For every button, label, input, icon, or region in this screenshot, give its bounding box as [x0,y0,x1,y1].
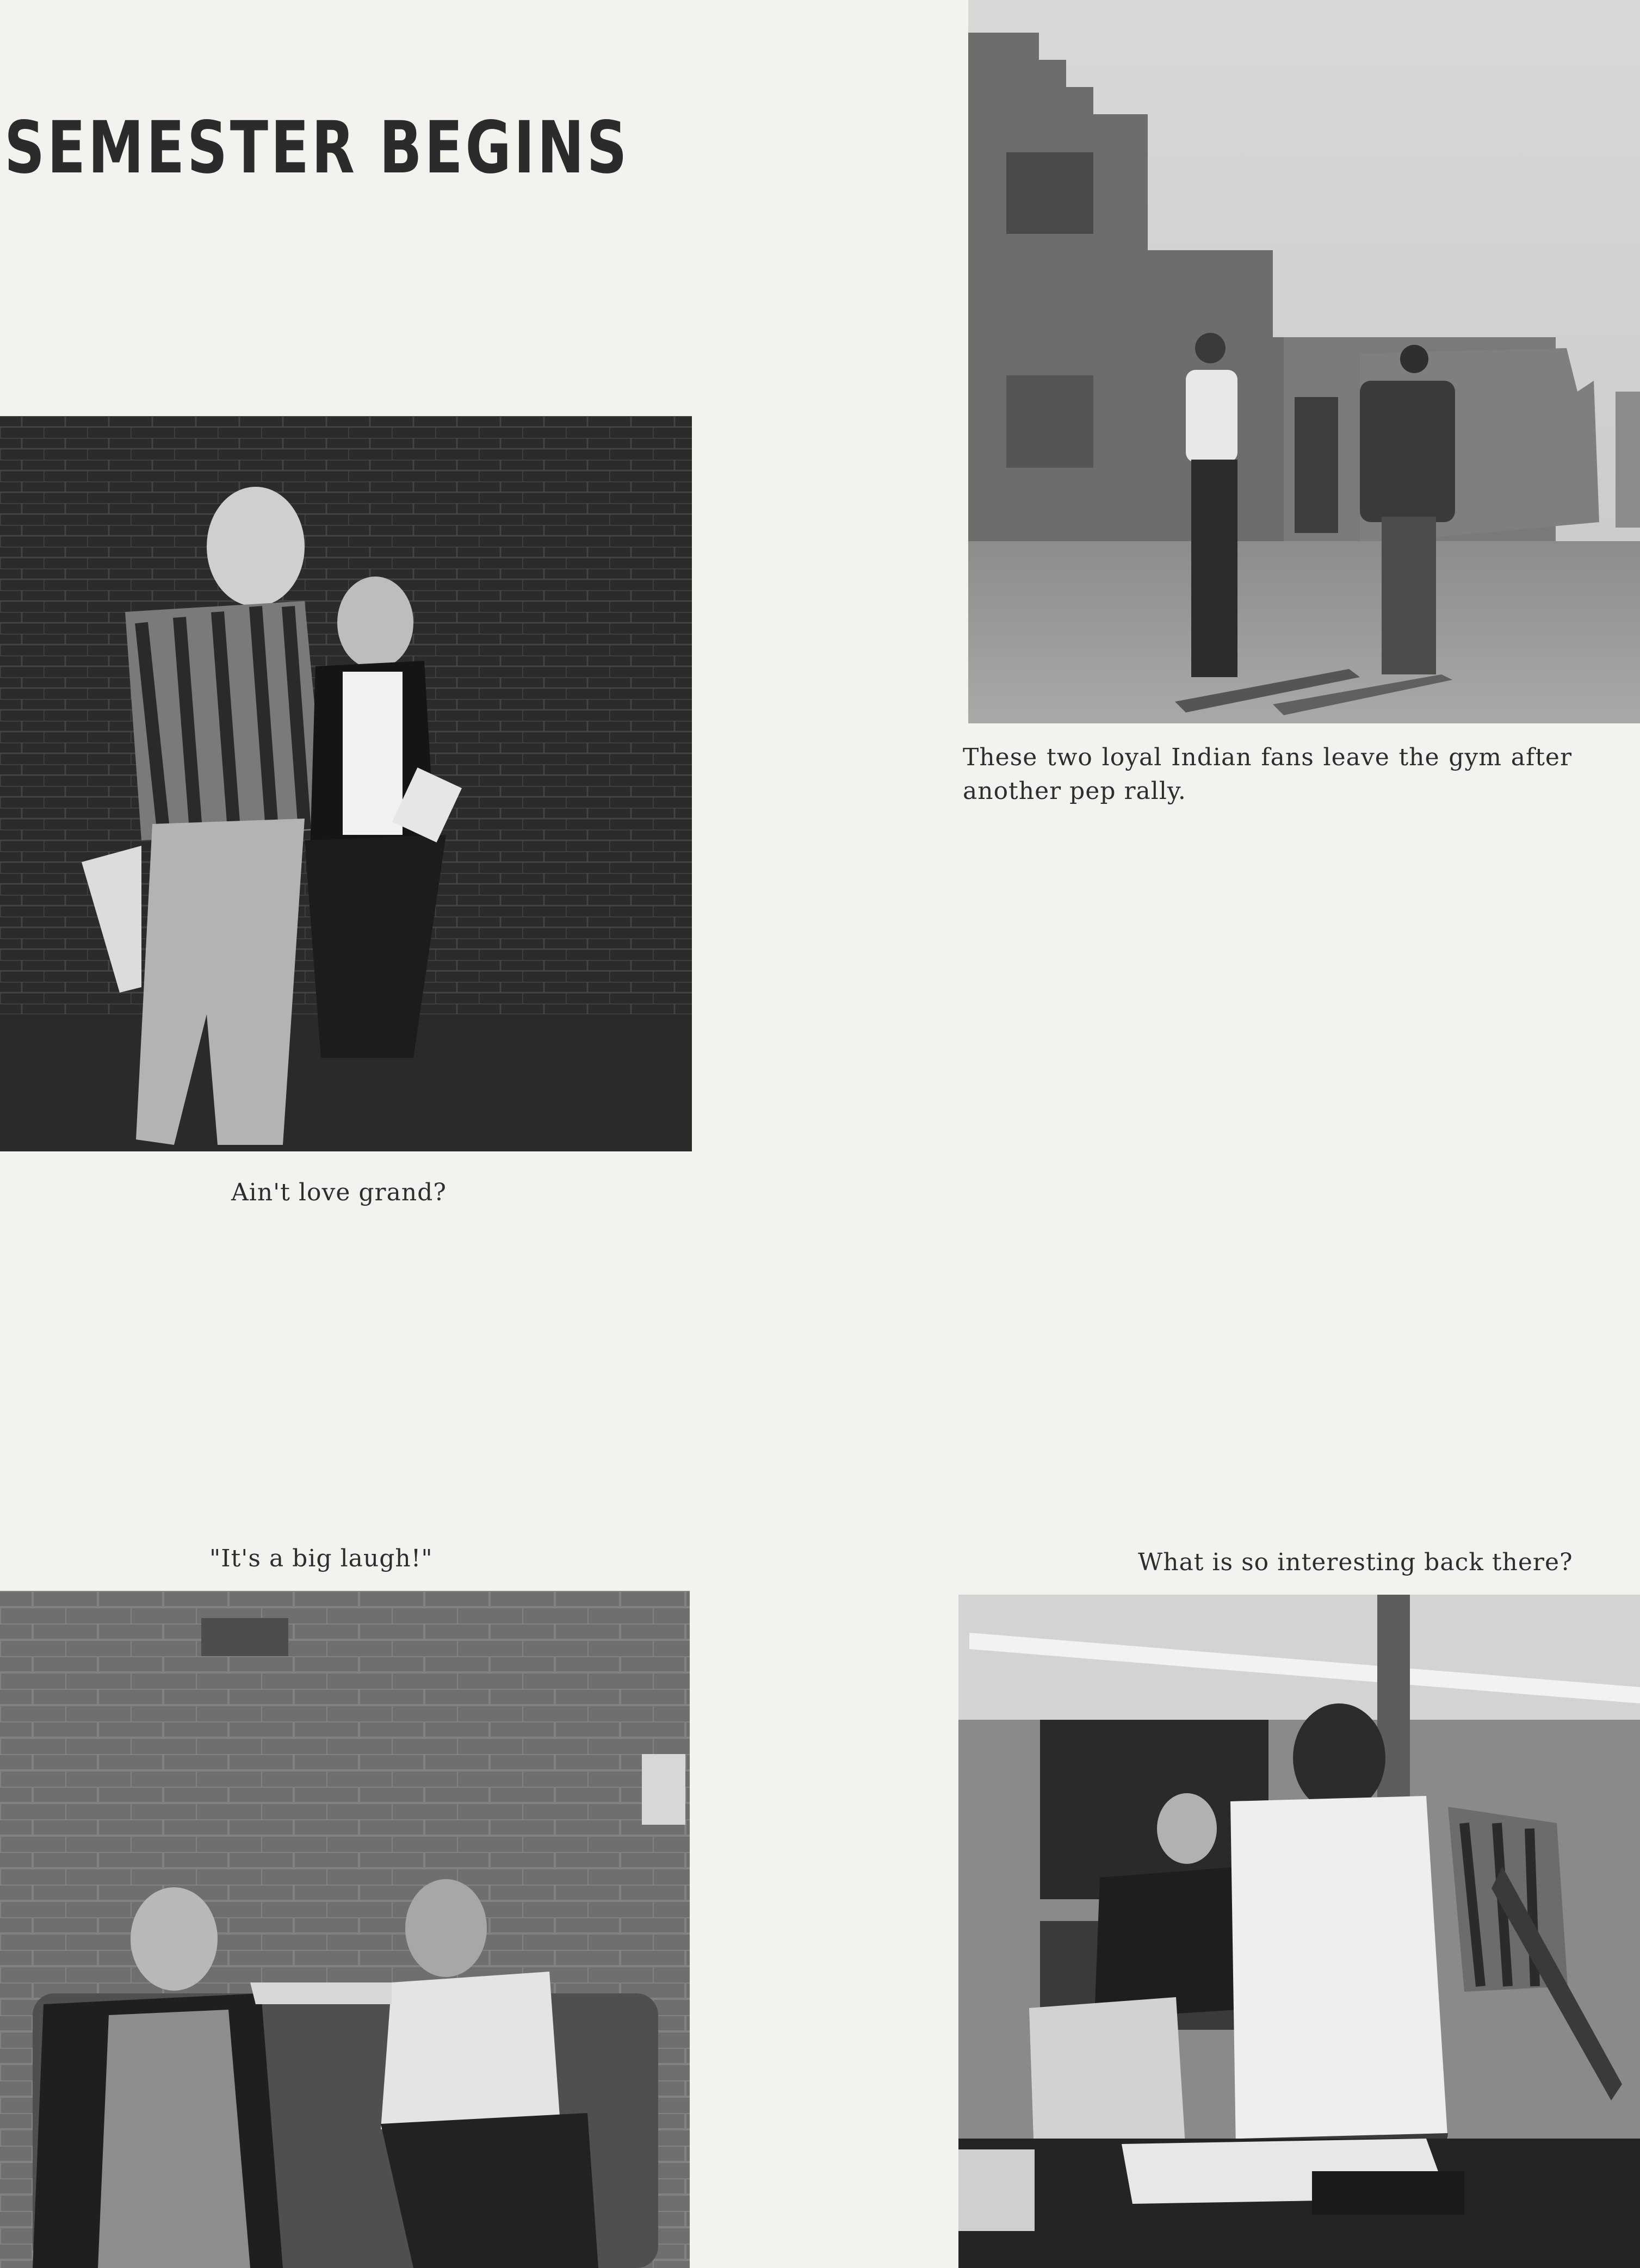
page-title: SEMESTER BEGINS [4,106,630,190]
caption-laughing-women: "It's a big laugh!" [209,1545,433,1572]
caption-classroom: What is so interesting back there? [1138,1548,1573,1576]
photo-laughing-women [0,1591,690,2268]
caption-gym-fans: These two loyal Indian fans leave the gym after another pep rally. [963,743,1572,805]
photo-gym-fans [968,0,1640,723]
photo-couple [0,416,692,1151]
caption-couple: Ain't love grand? [231,1179,447,1206]
photo-classroom [958,1595,1640,2268]
